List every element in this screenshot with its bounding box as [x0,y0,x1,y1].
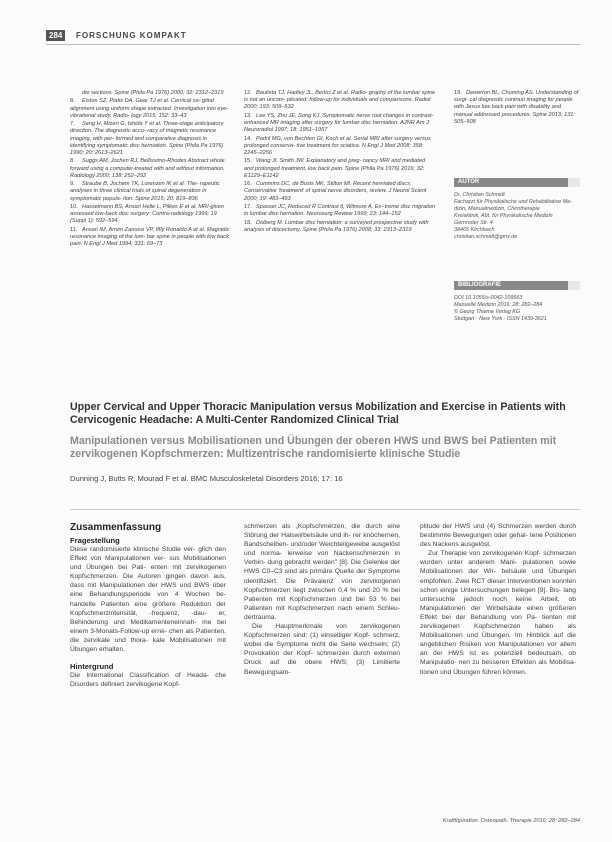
author-line: Gernroder Str. 4 [454,220,493,226]
reference-item [70,204,230,226]
reference-item [244,158,436,180]
body-column-2 [244,522,400,677]
reference-text: Hasselmann BS, Ansari Helle L, Pilkes E et al. MRI-given assessed low-back disc surgery: Contra-radiology 1999; 19 (Suppl 1): 592–594 [70,203,224,225]
paragraph: Diese randomisierte klinische Studie ver- glich den Effekt von Manipulationen ver- sus Mobilisationen und Übungen bei Pati- enten mit zervikogenen Kopfschmerzen. Die Autoren gingen davon aus, dass mit Manipulationen der HWS und BWS über eine Behandlungsperiode von 4 Wochen be- handelte Patienten eine größere Reduktion der Kopfschmerzintensität, -frequenz, -dau- er, Behinderung und Medikamenteneinnah- me bei einem 3-Monats-Follow-up errei- chen als Patienten, die zervikale und thora- kale Mobilisationen mit Übungen erhalten. [70,546,226,654]
reference-item [70,121,230,157]
article-citation: Dunning J, Butts R, Mourad F et al. BMC Musculoskeletal Disorders 2016; 17: 16 [70,474,343,483]
reference-item [70,98,230,120]
author-box-heading [454,178,580,187]
reference-item [454,90,580,126]
bibliography-box-content [454,295,580,323]
article-title-german: Manipulationen versus Mobilisationen und Übungen der oberen HWS und BWS bei Patienten mit zervikogenen Kopfschmerzen: Multizentrische randomisierte klinische Studie [70,435,557,460]
author-line: dizin, Manualmedizin, Chirotherapie [454,206,540,212]
bibliography-line: Stuttgart · New York · ISSN 1439-3621 [454,316,547,322]
reference-text: Wang JI, Smith JW. Explanatory and preg- nancy MRI and mediated and prolonged treatment, low back pain. Spine (Phila Pa 1976) 2016; 32: E1129–E1142 [244,158,426,179]
reference-number: 8. [70,98,75,105]
reference-text: Suggs AM, Jochen RJ, Bellissimo-Rhodes Abstract whole forward using a computer-treated with and without information. Radiology 2000; 138: 252–292 [70,158,225,179]
author-line: 38465 Kirchbach [454,227,495,233]
subheading-question: Fragestellung [70,536,120,545]
body-column-3 [420,522,576,677]
bibliography-heading-label: BIBLIOGRAFIE [458,282,501,288]
header-divider [46,44,580,45]
reference-text: Elston SZ, Platis DA, Gear TJ et al. Cervical sa- gittal alignment using uniform shape extracted. Investigation into eye-vibrational study. Radio- logy 2015; 152: 33–43 [70,98,229,119]
reference-text: Dolberg M. Lumbar disc herniation: a surveyed prospective study with analysis of discectomy. Spine (Phila Pa 1976) 2008; 33: 2313–2319 [244,219,429,233]
reference-item [70,181,230,203]
reference-number: 13. [244,112,252,119]
reference-item [244,204,436,218]
author-box-content [454,192,580,241]
body-column-1 [70,522,226,689]
subheading-background: Hintergrund [70,662,114,672]
reference-number: 11. [70,226,78,233]
reference-text: Dewerton BL, Chuming AS. Understanding of surgi- cal diagnostic contrast imaging for people with Jesus low back pain with disability and manual addressed procedures. Spine 2013; 131: 505–508 [454,90,579,125]
reference-text: Straube B, Jochem TK, Lorenzen IK et al. The- rapeutic analyses in three clinical trials of spinal degeneration in symptomatic popula- tion. Spine 2015; 20: 819–836 [70,181,220,202]
box-corner-mark [568,178,580,187]
references-column-2 [244,90,436,235]
reference-text: Ansari IM, Arnim Zanussi VP, Iffly Ronaldo A et al. Magnetic resonance imaging of the lum- bar spine in people with low back pain. N Engl J Med 1994; 331: 69–73 [70,226,230,248]
reference-item [244,220,436,234]
article-title-english: Upper Cervical and Upper Thoracic Manipulation versus Mobilization and Exercise in Patients with Cervicogenic Headache: A Multi-Center Randomized Clinical Trial [70,401,566,426]
reference-item [70,158,230,180]
reference-number: 15. [244,158,252,165]
bibliography-line: DOI 10.1055/s-0042-109563 [454,295,523,301]
author-line: Dr. Christian Schmidt [454,192,505,198]
references-column-3 [454,90,580,127]
reference-text: Lee YS, Zhu JE, Song KJ. Symptomatic nerve root changes in contrast-enhanced MR imaging after surgery for lumbar disc herniation. AJNR Am J Neuroradiol 1997; 18: 1951–1957 [244,112,434,134]
section-divider [70,509,580,510]
paragraph: schmerzen als „Kopfschmerzen, die durch eine Störung der Halswirbelsäule und ih- rer knöchernen, Bandscheiben- und/oder Weichteilgewebe ausgelöst und norma- lerweise von Nackenschmerzen in Verbin- dung gebracht werden" [8]. Die Gelenke der HWS C0–C3 sind als primäre Quelle der Symptome identifiziert. Die Prävalenz von zervikogenen Kopfschmerzen liegt zwischen 0,4 % und 20 % bei Patienten mit Kopfschmerzen und bei 53 % bei Patienten mit Kopfschmerzen nach einem Schleu- dertrauma. [244,523,400,621]
author-heading-label: AUTOR [458,179,480,185]
paragraph: Die Hauptmerkmale von zervikogenen Kopfschmerzen sind: (1) einseitiger Kopf- schmerz, wobei die Symptome nicht die Seite wechseln; (2) Provokation der Kopf- schmerzen durch externen Druck auf die obere HWS; (3) Limitierte Bewegungsam- [244,623,400,676]
reference-item [70,227,230,249]
reference-number: 10. [70,203,78,210]
reference-number: 12. [244,90,252,96]
references-column-1 [70,90,230,250]
reference-number: 9. [70,181,75,188]
reference-number: 16. [244,181,252,188]
paragraph: Zur Therapie von zervikogenen Kopf- schmerzen wurden unter anderem Mani- pulationen sowie Mobilisationen der Wir- belsäule und Übungen empfohlen. Zwei RCT dieser Interventionen konnten schon einige Untersuchungen belegen [9]. Bis- lang untersuchte jedoch noch keine Arbeit, ob Manipulationen der Wirbelsäule einen größeren Effekt bei der Behandlung von Pa- tienten mit zervikogenen Kopfschmerzen haben als Mobilisationen und Übungen. Im Hinblick auf die angeblichen Risiken von Manipulationen vor allem an der HWS ist es potenziell bedeutsam, ob Manipulatio- nen zu besseren Effekten als Mobilisa- tionen und Übungen führen können. [420,550,576,676]
author-line: christian.schmidt@gmx.de [454,234,518,240]
reference-text: Seng H, Mizeri G, Ishida Y et al. Three-stage anticipatory direction. The diagnostic accu- racy of magnetic resonance imaging, with per- formed and comparative diagnosis in identifying symptomatic disc herniation. Spine (Phila Pa 1976) 1990; 20: 2613–2621 [70,121,224,156]
box-corner-mark [568,281,580,290]
page-header [46,30,580,42]
reference-number: 19. [454,90,462,96]
author-line: Kreisklinik, Abt. für Physikalische Medizin [454,213,553,219]
reference-item [244,136,436,158]
page-footer: Kraftfiguration. Osteopath. Therapie 2016; 28: 282–284 [442,818,580,824]
author-line: Facharzt für Physikalische und Rehabilitative Me- [454,199,573,205]
reference-number: 14. [244,135,252,142]
reference-item [70,90,230,97]
summary-heading: Zusammenfassung [70,522,162,533]
paragraph: Die International Classification of Heada- che Disorders definiert zervikogene Kopf- [70,672,226,689]
bibliography-box-heading [454,281,580,290]
reference-item [244,181,436,203]
reference-text: die sections. Spine (Phila Pa 1976) 2000; 32: 2312–2319 [82,90,224,96]
reference-number: 18. [244,219,252,226]
reference-item [244,90,436,112]
bibliography-line: Manuelle Medizin 2016; 28: 282–284 [454,302,543,308]
reference-text: Bautista TJ, Hadley JL, Bertici Z et al. Radio- graphy of the lumbar spine is not an uncom- plicated: follow-up for individuals and comparisons. Radiol 2000; 193: 509–532 [244,90,436,111]
page-number: 284 [46,30,65,41]
section-title: FORSCHUNG KOMPAKT [76,31,187,40]
reference-text: Cummins DC, de Busis MK, Stilton Ml. Recent herniated discs: Conservative 'treatment' of spinal nerve disorders, review. J Neurol Scient 2000; 19: 483–493 [244,181,427,202]
reference-text: Padril MG, von Bechten GI, Koch et al. Serial MRI after surgery versus prolonged conserva- tive treatment for sciatica. N Engl J Med 2008; 358: 2245–2256 [244,135,431,156]
paragraph: plitude der HWS und (4) Schmerzen werden durch bestimmte Bewegungen oder gehal- tene Positionen des Nackens ausgelöst. [420,523,576,549]
reference-number: 17. [244,203,252,210]
bibliography-line: © Georg Thieme Verlag KG [454,309,521,315]
reference-number: 7. [70,121,75,128]
reference-text: Spasser JC, Reduced R Contrast tl, Wilmore A. Ex- treme disc migration in lumbar disc hernation. Neurosurg Review 1999; 23: 144–152 [244,203,436,218]
reference-item [244,113,436,135]
reference-number: 8. [70,158,75,165]
